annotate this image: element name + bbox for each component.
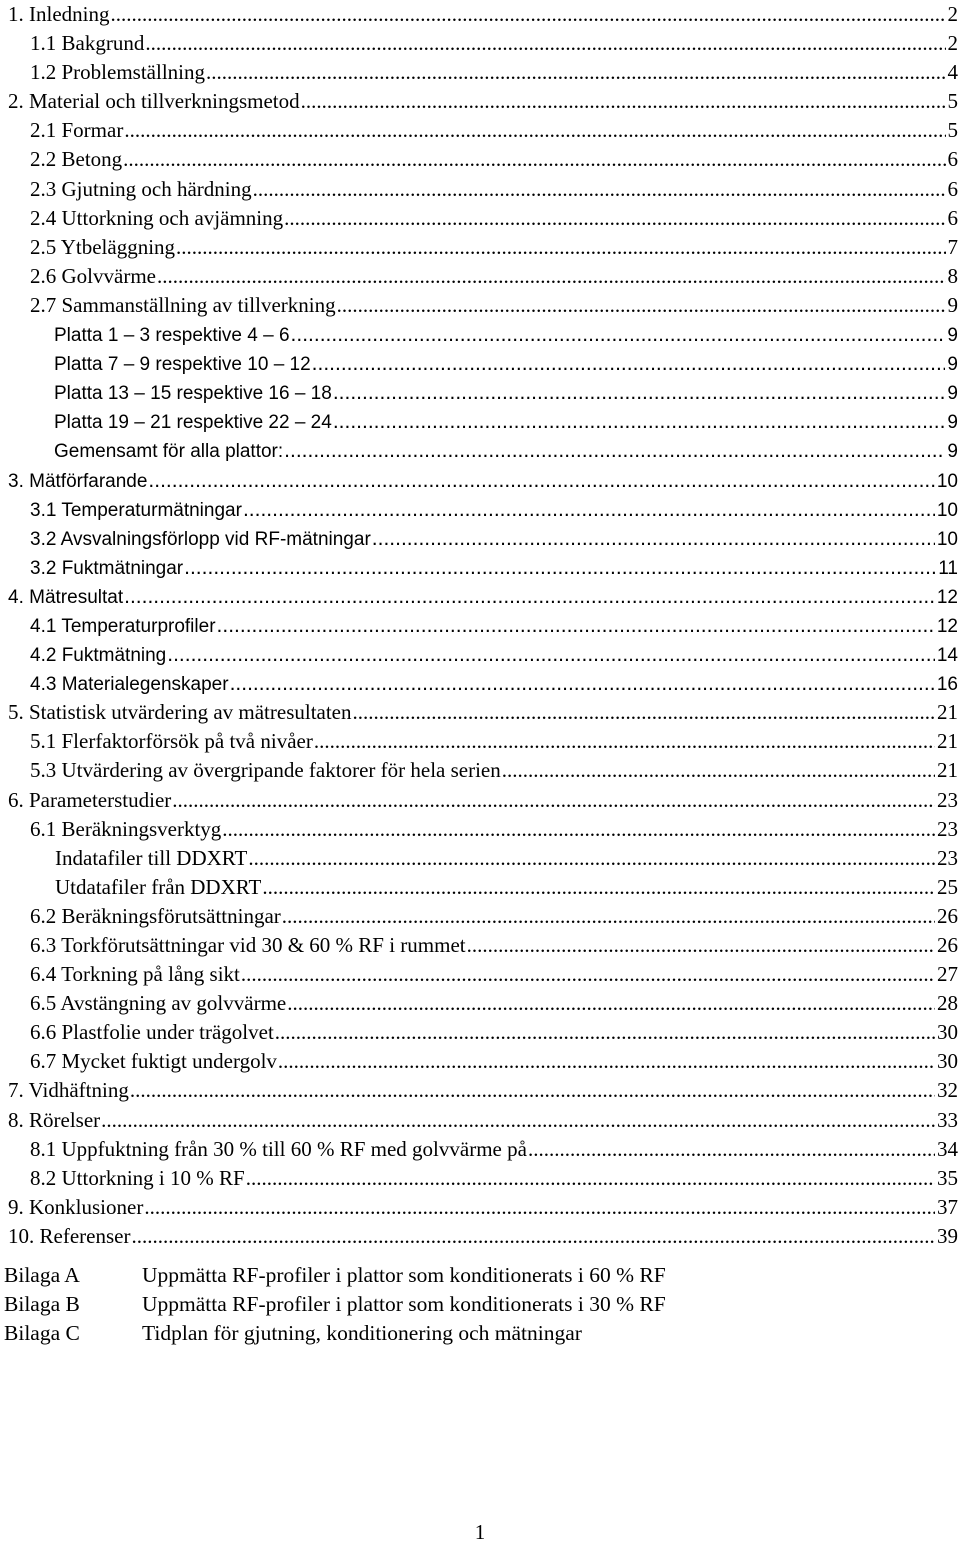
toc-entry-title: 6.3 Torkförutsättningar vid 30 & 60 % RF i rummet	[30, 933, 466, 957]
toc-dot-leader	[217, 611, 935, 640]
toc-entry-title: 9. Konklusioner	[8, 1194, 144, 1219]
toc-entry-title: 2.7 Sammanställning av tillverkning	[30, 292, 336, 317]
toc-entry-title: 3.2 Avsvalningsförlopp vid RF-mätningar	[30, 528, 371, 550]
toc-entry-title: 5. Statistisk utvärdering av mätresultaten	[8, 700, 352, 725]
appendix-description: Tidplan för gjutning, konditionering och mätningar	[142, 1321, 582, 1345]
toc-entry[interactable]	[8, 815, 958, 844]
toc-dot-leader	[184, 553, 936, 582]
toc-entry-title: 10. Referenser	[8, 1223, 131, 1248]
toc-entry-title: 5.1 Flerfaktorförsök på två nivåer	[30, 729, 313, 754]
toc-entry-page: 30	[937, 1049, 958, 1074]
toc-entry-page: 16	[936, 674, 958, 696]
toc-entry-title: 4.2 Fuktmätning	[30, 645, 167, 667]
toc-entry-title: 3.1 Temperaturmätningar	[30, 499, 242, 521]
toc-dot-leader	[353, 698, 935, 727]
toc-entry-title: 1.1 Bakgrund	[30, 31, 145, 56]
appendix-label: Bilaga A	[4, 1263, 80, 1287]
toc-entry-page: 21	[937, 729, 958, 754]
toc-entry[interactable]	[8, 640, 958, 669]
toc-dot-leader	[287, 989, 935, 1018]
toc-entry[interactable]	[8, 553, 958, 582]
toc-entry-title: Platta 13 – 15 respektive 16 – 18	[54, 383, 332, 405]
toc-entry-title: 8.2 Uttorkning i 10 % RF	[30, 1165, 245, 1190]
toc-entry-page: 21	[937, 758, 958, 783]
appendix-item	[4, 1290, 904, 1319]
toc-entry[interactable]	[8, 786, 958, 815]
toc-entry[interactable]	[8, 145, 958, 174]
toc-entry[interactable]	[8, 1047, 958, 1076]
toc-entry-title: 2. Material och tillverkningsmetod	[8, 89, 300, 114]
toc-entry[interactable]	[8, 1164, 958, 1193]
toc-dot-leader	[278, 1047, 935, 1076]
toc-entry-page: 6	[947, 147, 958, 172]
toc-dot-leader	[275, 1018, 935, 1047]
toc-entry-title: Indatafiler till DDXRT	[55, 845, 248, 870]
toc-entry-page: 9	[947, 325, 958, 347]
toc-entry-title: Platta 19 – 21 respektive 22 – 24	[54, 412, 332, 434]
toc-entry-page: 9	[947, 441, 958, 463]
toc-dot-leader	[284, 204, 945, 233]
appendix-item	[4, 1319, 904, 1348]
toc-entry-page: 2	[947, 2, 958, 26]
toc-entry-title: 2.2 Betong	[30, 147, 123, 172]
toc-entry-page: 5	[947, 89, 958, 114]
toc-dot-leader	[314, 727, 935, 756]
toc-dot-leader	[167, 640, 935, 669]
appendix-description: Uppmätta RF-profiler i plattor som konditionerats i 60 % RF	[142, 1263, 666, 1287]
toc-entry[interactable]	[8, 29, 958, 58]
toc-dot-leader	[291, 320, 946, 349]
toc-dot-leader	[130, 1076, 935, 1105]
toc-entry[interactable]	[8, 727, 958, 756]
toc-entry[interactable]	[8, 698, 958, 727]
toc-dot-leader	[144, 1193, 935, 1222]
toc-entry[interactable]	[8, 378, 958, 407]
toc-dot-leader	[148, 466, 934, 495]
toc-entry-title: 2.1 Formar	[30, 118, 124, 143]
toc-entry[interactable]	[8, 204, 958, 233]
toc-entry-title: 5.3 Utvärdering av övergripande faktorer för hela serien	[30, 758, 501, 783]
appendix-label: Bilaga C	[4, 1321, 80, 1345]
toc-entry-title: 6.5 Avstängning av golvvärme	[30, 991, 287, 1016]
toc-entry-title: 3. Mätförfarande	[8, 470, 148, 492]
toc-entry[interactable]	[8, 262, 958, 291]
toc-entry-title: Platta 7 – 9 respektive 10 – 12	[54, 354, 311, 376]
toc-dot-leader	[333, 378, 946, 407]
toc-entry-page: 27	[937, 962, 958, 987]
toc-entry[interactable]	[8, 349, 958, 378]
toc-entry-page: 6	[947, 205, 958, 230]
toc-entry-page: 23	[937, 787, 958, 812]
toc-dot-leader	[282, 902, 935, 931]
toc-entry[interactable]	[8, 1135, 958, 1164]
toc-dot-leader	[172, 786, 935, 815]
toc-dot-leader	[312, 349, 946, 378]
toc-entry-title: 6.7 Mycket fuktigt undergolv	[30, 1049, 277, 1074]
toc-dot-leader	[124, 116, 945, 145]
toc-entry-page: 14	[936, 645, 958, 667]
toc-entry-page: 12	[936, 615, 958, 637]
toc-entry[interactable]	[8, 582, 958, 611]
toc-entry[interactable]	[8, 756, 958, 785]
toc-entry-page: 4	[947, 60, 958, 85]
toc-entry[interactable]	[8, 466, 958, 495]
toc-entry-page: 9	[947, 354, 958, 376]
appendix-label: Bilaga B	[4, 1292, 80, 1316]
toc-entry-title: 2.5 Ytbeläggning	[30, 234, 176, 259]
toc-dot-leader	[246, 1164, 935, 1193]
toc-entry-title: Gemensamt för alla plattor:	[54, 441, 284, 463]
toc-entry[interactable]	[8, 320, 958, 349]
toc-entry-title: 6.6 Plastfolie under trägolvet	[30, 1020, 274, 1045]
toc-entry[interactable]	[8, 960, 958, 989]
toc-entry-page: 11	[938, 557, 958, 579]
toc-entry-page: 10	[936, 499, 958, 521]
table-of-contents	[8, 0, 958, 1251]
toc-entry-page: 28	[937, 991, 958, 1016]
page-number: 1	[474, 1520, 486, 1544]
toc-entry-title: 4. Mätresultat	[8, 586, 124, 608]
toc-dot-leader	[157, 262, 946, 291]
toc-entry[interactable]	[8, 87, 958, 116]
toc-dot-leader	[222, 815, 935, 844]
toc-entry-title: Platta 1 – 3 respektive 4 – 6	[54, 325, 290, 347]
toc-dot-leader	[333, 407, 946, 436]
toc-entry-title: 7. Vidhäftning	[8, 1078, 129, 1103]
toc-entry-page: 32	[937, 1078, 958, 1103]
toc-entry-page: 10	[936, 528, 958, 550]
toc-entry[interactable]	[8, 669, 958, 698]
toc-entry-page: 10	[936, 470, 958, 492]
toc-entry-title: 4.1 Temperaturprofiler	[30, 615, 216, 637]
toc-entry-title: 8.1 Uppfuktning från 30 % till 60 % RF med golvvärme på	[30, 1136, 527, 1161]
toc-entry-page: 21	[937, 700, 958, 725]
toc-dot-leader	[502, 756, 935, 785]
toc-dot-leader	[123, 145, 945, 174]
toc-entry[interactable]	[8, 436, 958, 465]
toc-entry-title: 6.4 Torkning på lång sikt	[30, 962, 240, 987]
toc-dot-leader	[110, 0, 945, 29]
toc-dot-leader	[230, 669, 935, 698]
toc-entry-page: 2	[947, 31, 958, 56]
toc-entry[interactable]	[8, 989, 958, 1018]
toc-entry-title: 2.3 Gjutning och härdning	[30, 176, 252, 201]
toc-dot-leader	[131, 1222, 935, 1251]
appendix-item	[4, 1261, 904, 1290]
toc-entry-title: 6.1 Beräkningsverktyg	[30, 816, 222, 841]
toc-entry-title: 2.6 Golvvärme	[30, 263, 156, 288]
toc-dot-leader	[284, 436, 945, 465]
toc-entry[interactable]	[8, 116, 958, 145]
toc-dot-leader	[206, 58, 946, 87]
toc-dot-leader	[243, 495, 935, 524]
toc-entry-page: 7	[947, 234, 958, 259]
toc-entry[interactable]	[8, 524, 958, 553]
toc-entry[interactable]	[8, 495, 958, 524]
toc-entry[interactable]	[8, 931, 958, 960]
toc-entry-page: 25	[937, 874, 958, 899]
toc-entry[interactable]	[8, 175, 958, 204]
toc-entry-title: 1.2 Problemställning	[30, 60, 205, 85]
toc-entry-page: 12	[936, 586, 958, 608]
toc-entry-page: 34	[937, 1136, 958, 1161]
toc-entry[interactable]	[8, 407, 958, 436]
toc-entry-page: 9	[947, 412, 958, 434]
toc-dot-leader	[253, 175, 946, 204]
toc-entry-page: 30	[937, 1020, 958, 1045]
toc-dot-leader	[337, 291, 946, 320]
toc-entry-page: 6	[947, 176, 958, 201]
toc-entry-page: 8	[947, 263, 958, 288]
toc-entry-title: 6.2 Beräkningsförutsättningar	[30, 903, 281, 928]
toc-entry[interactable]	[8, 291, 958, 320]
toc-entry-page: 23	[937, 816, 958, 841]
toc-dot-leader	[528, 1135, 935, 1164]
toc-entry-title: 1. Inledning	[8, 2, 110, 26]
toc-dot-leader	[176, 233, 945, 262]
toc-entry-page: 26	[937, 933, 958, 957]
toc-entry[interactable]	[8, 58, 958, 87]
toc-entry-title: 6. Parameterstudier	[8, 787, 172, 812]
toc-entry-page: 35	[937, 1165, 958, 1190]
toc-entry-page: 9	[947, 292, 958, 317]
toc-dot-leader	[101, 1106, 935, 1135]
toc-entry-title: 4.3 Materialegenskaper	[30, 674, 229, 696]
toc-entry-page: 23	[937, 845, 958, 870]
toc-entry[interactable]	[8, 1193, 958, 1222]
toc-entry-page: 26	[937, 903, 958, 928]
toc-entry-title: 2.4 Uttorkning och avjämning	[30, 205, 284, 230]
toc-entry[interactable]	[8, 1106, 958, 1135]
toc-dot-leader	[467, 931, 935, 960]
toc-entry-title: Utdatafiler från DDXRT	[55, 874, 262, 899]
toc-entry[interactable]	[8, 1076, 958, 1105]
toc-entry-page: 33	[937, 1107, 958, 1132]
toc-entry-title: 3.2 Fuktmätningar	[30, 557, 184, 579]
toc-entry[interactable]	[8, 1018, 958, 1047]
toc-entry[interactable]	[8, 233, 958, 262]
toc-entry-page: 5	[947, 118, 958, 143]
toc-entry[interactable]	[8, 1222, 958, 1251]
toc-entry[interactable]	[8, 873, 958, 902]
toc-entry[interactable]	[8, 0, 958, 29]
toc-entry-page: 37	[937, 1194, 958, 1219]
toc-entry-page: 9	[947, 383, 958, 405]
toc-dot-leader	[241, 960, 935, 989]
toc-dot-leader	[301, 87, 946, 116]
appendix-description: Uppmätta RF-profiler i plattor som konditionerats i 30 % RF	[142, 1292, 666, 1316]
toc-dot-leader	[262, 873, 935, 902]
toc-entry-page: 39	[937, 1223, 958, 1248]
toc-entry-title: 8. Rörelser	[8, 1107, 101, 1132]
appendix-list	[4, 1261, 904, 1348]
toc-dot-leader	[248, 844, 935, 873]
toc-entry[interactable]	[8, 844, 958, 873]
toc-dot-leader	[372, 524, 935, 553]
toc-dot-leader	[124, 582, 935, 611]
toc-entry[interactable]	[8, 902, 958, 931]
toc-dot-leader	[145, 29, 945, 58]
toc-entry[interactable]	[8, 611, 958, 640]
